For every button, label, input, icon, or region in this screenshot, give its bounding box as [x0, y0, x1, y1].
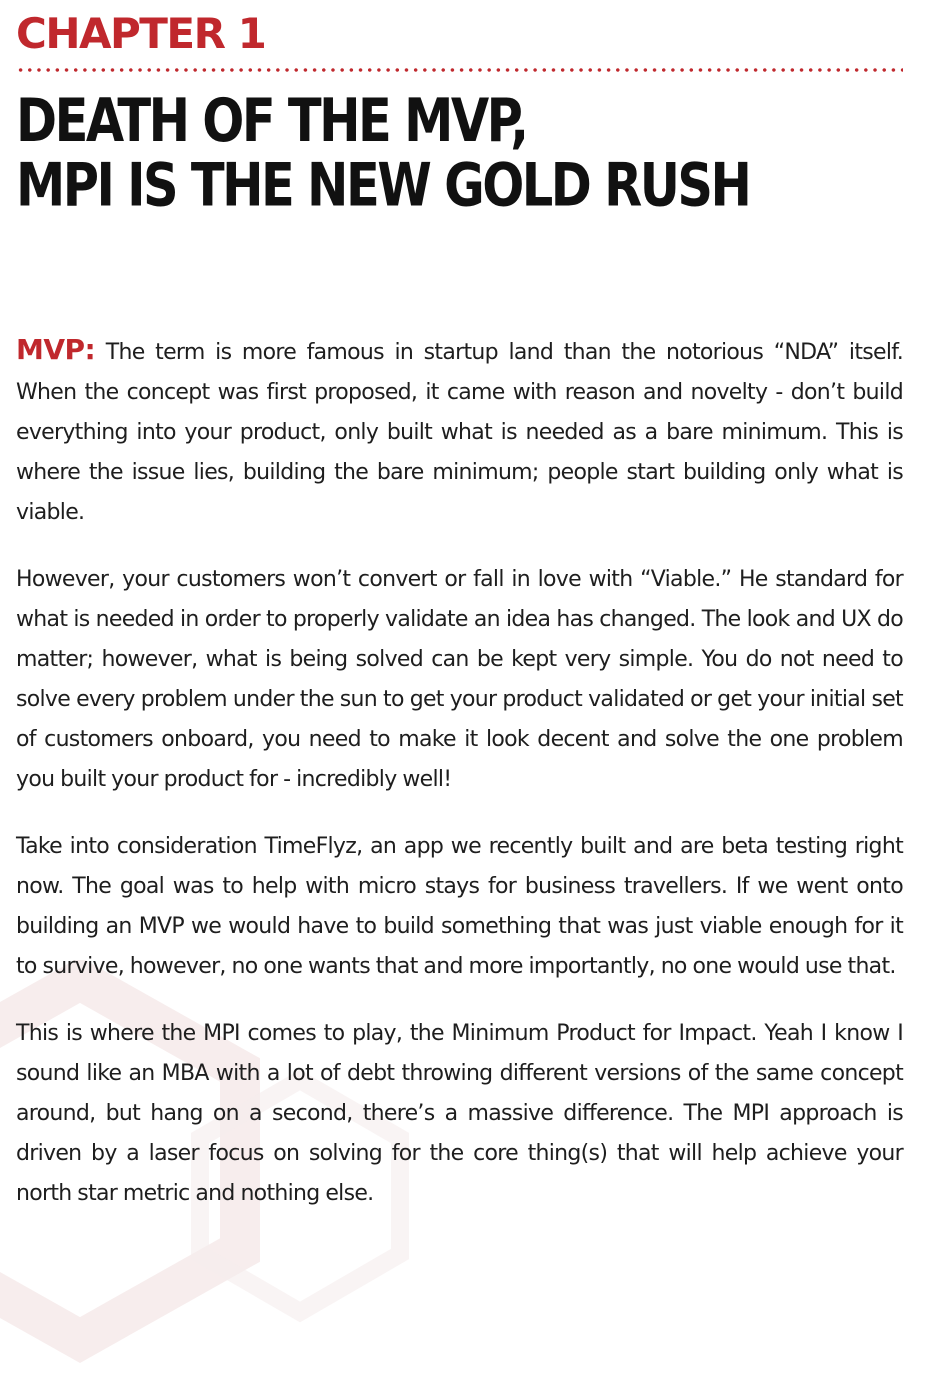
- body-text: [16, 330, 903, 1214]
- dotted-divider: [16, 68, 903, 72]
- paragraph-4: This is where the MPI comes to play, the Minimum Product for Impact. Yeah I know I sound like an MBA with a lot of debt throwing different versions of the same concept around, but hang on a second, there’s a massive difference. The MPI approach is driven by a laser focus on solving for the core thing(s) that will help achieve your north star metric and nothing else.: [16, 1021, 903, 1206]
- chapter-title-line-1: DEATH OF THE MVP,: [16, 85, 527, 155]
- paragraph-2: However, your customers won’t convert or fall in love with “Viable.” He standard for what is needed in order to properly validate an idea has changed. The look and UX do matter; however, what is being solved can be kept very simple. You do not need to solve every problem under the sun to get your product validated or get your initial set of customers onboard, you need to make it look decent and solve the one problem you built your product for - incredibly well!: [16, 567, 903, 792]
- paragraph-1-text: The term is more famous in startup land than the notorious “NDA” itself. When the concept was first proposed, it came with reason and novelty - don’t build everything into your product, only built what is needed as a bare minimum. This is where the issue lies, building the bare minimum; people start building only what is viable.: [16, 340, 903, 525]
- paragraph-1: [16, 330, 903, 533]
- paragraph-3: Take into consideration TimeFlyz, an app we recently built and are beta testing right now. The goal was to help with micro stays for business travellers. If we went onto building an MVP we would have to build something that was just viable enough for it to survive, however, no one wants that and more importantly, no one would use that.: [16, 834, 903, 979]
- chapter-label: CHAPTER 1: [16, 9, 266, 58]
- chapter-title-line-2: MPI IS THE NEW GOLD RUSH: [16, 150, 750, 220]
- paragraph-lead-term: MVP:: [16, 333, 96, 366]
- chapter-title: [16, 85, 903, 220]
